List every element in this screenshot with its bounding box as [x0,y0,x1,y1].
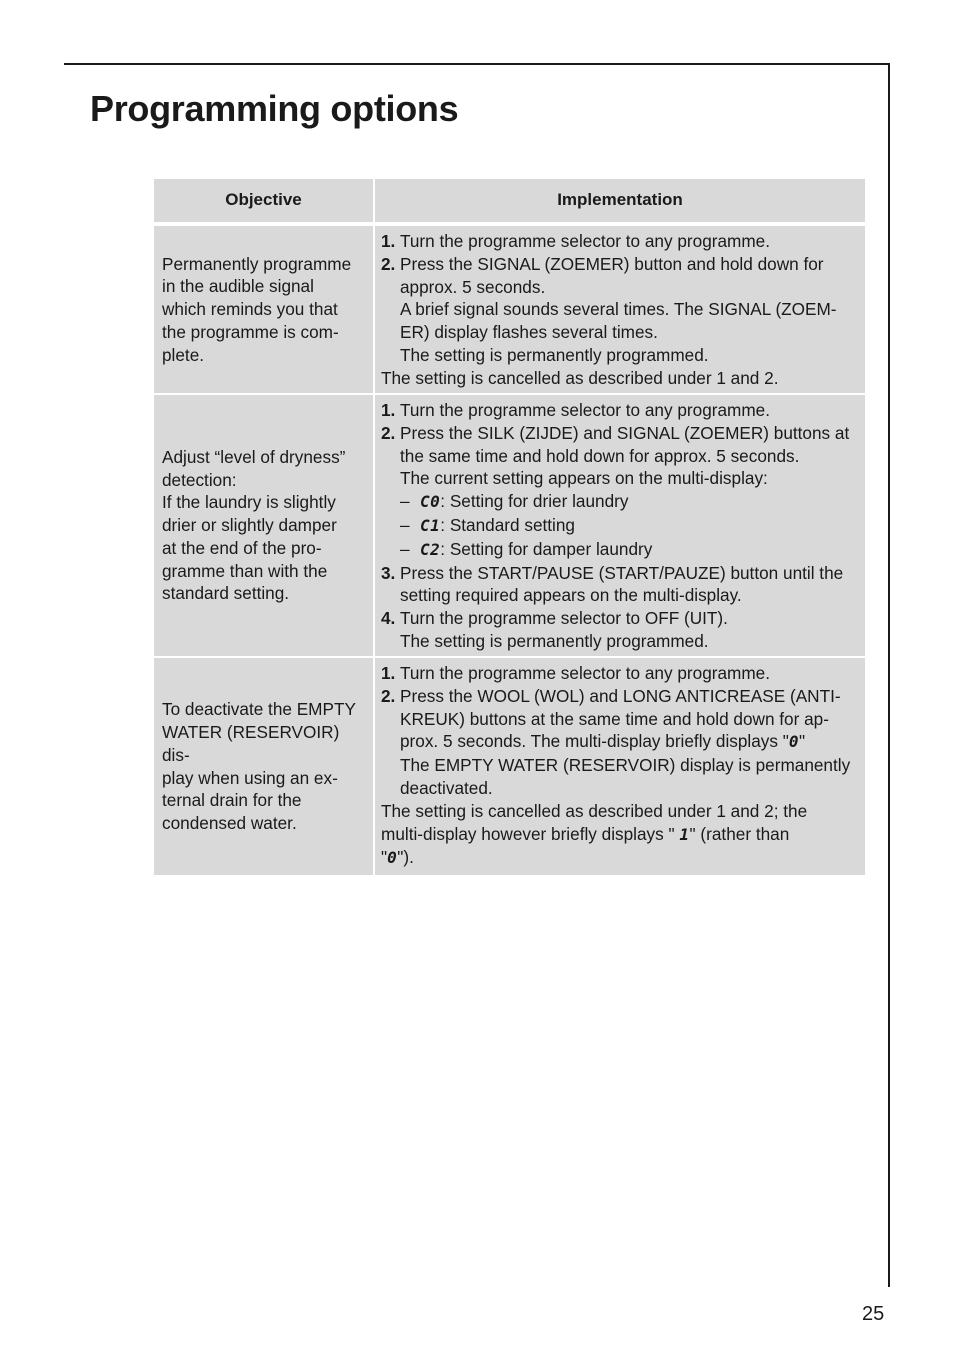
right-margin-rule [888,63,890,1287]
objective-text: Adjust “level of dryness” detection: If the laundry is slightly drier or slightly damper at the end of the pro- gramme than with the standard setting. [162,446,346,604]
implementation-cell [375,395,865,656]
table-header-row [154,179,865,222]
lcd-code: C0 [420,492,441,512]
step-number: 2. [381,422,396,443]
step-number: 2. [381,253,396,274]
top-rule [64,63,890,65]
step-text: Press the SILK (ZIJDE) and SIGNAL (ZOEMER) buttons at the same time and hold down for approx. 5 seconds. [400,422,850,466]
lcd-code: 0 [788,732,799,752]
step-item [381,399,859,422]
display-intro: The current setting appears on the multi-display: [400,468,768,489]
step-number: 1. [381,663,396,683]
step-item [381,562,859,608]
step-number: 1. [381,400,396,420]
programming-options-table [154,179,865,875]
step-note: A brief signal sounds several times. The SIGNAL (ZOEM- ER) display flashes several times. [400,299,837,343]
step-text: Turn the programme selector to any programme. [400,663,771,683]
setting-option [381,514,859,538]
lcd-code: 0 [387,848,398,868]
lcd-code: C2 [420,539,441,559]
step-note: The EMPTY WATER (RESERVOIR) display is permanently deactivated. [400,755,851,798]
step-text: Press the SIGNAL (ZOEMER) button and hold down for approx. 5 seconds. [400,253,824,297]
objective-text: To deactivate the EMPTY WATER (RESERVOIR) dis- play when using an ex- ternal drain for the condensed water. [162,699,356,834]
cancel-note [381,800,859,870]
step-item [381,230,859,253]
objective-text: Permanently programme in the audible signal which reminds you that the programme is com- plete. [162,253,352,365]
objective-cell [154,226,373,393]
step-text-part: Press the WOOL (WOL) and LONG ANTICREASE (ANTI- KREUK) buttons at the same time and hold down for ap- prox. 5 seconds. The multi-display briefly displays " [400,685,841,752]
table-row [154,658,865,875]
implementation-cell [375,658,865,875]
table-row [154,395,865,656]
option-text: : Setting for damper laundry [440,538,653,559]
cancel-note-part: The setting is cancelled as described under 1 and 2; the multi-display however briefly displays " [381,800,808,844]
header-objective: Objective [154,179,373,222]
cancel-note-part: " (rather than " [381,823,790,868]
cancel-note: The setting is cancelled as described under 1 and 2. [381,367,779,388]
option-text: : Setting for drier laundry [440,491,629,512]
step-text [400,685,859,754]
implementation-cell [375,226,865,393]
page-number: 25 [862,1303,885,1325]
step-number: 4. [381,608,396,629]
step-text: Press the START/PAUSE (START/PAUZE) button until the setting required appears on the multi-display. [400,562,844,606]
step-item [381,253,859,299]
step-item [381,685,859,754]
lcd-code: C1 [420,515,441,535]
step-number: 3. [381,562,396,583]
lcd-code: 1 [679,824,690,844]
dash-bullet: – [400,538,410,559]
dash-bullet: – [400,514,410,535]
step-item [381,422,859,468]
cancel-note-part: "). [397,847,414,868]
setting-option [381,490,859,514]
objective-cell [154,395,373,656]
step-note: The setting is permanently programmed. [400,344,709,365]
objective-cell [154,658,373,875]
setting-option [381,538,859,562]
dash-bullet: – [400,491,410,512]
step-text: Turn the programme selector to OFF (UIT). [400,608,728,629]
step-text: Turn the programme selector to any programme. [400,231,771,251]
page-title: Programming options [90,88,459,129]
table-row [154,226,865,393]
step-text-part: " [799,731,806,752]
step-number: 1. [381,231,396,251]
step-item [381,662,859,685]
step-note: The setting is permanently programmed. [400,630,709,651]
header-implementation: Implementation [375,179,865,222]
step-text: Turn the programme selector to any programme. [400,400,771,420]
step-number: 2. [381,685,396,706]
step-item [381,607,859,630]
option-text: : Standard setting [440,514,575,535]
